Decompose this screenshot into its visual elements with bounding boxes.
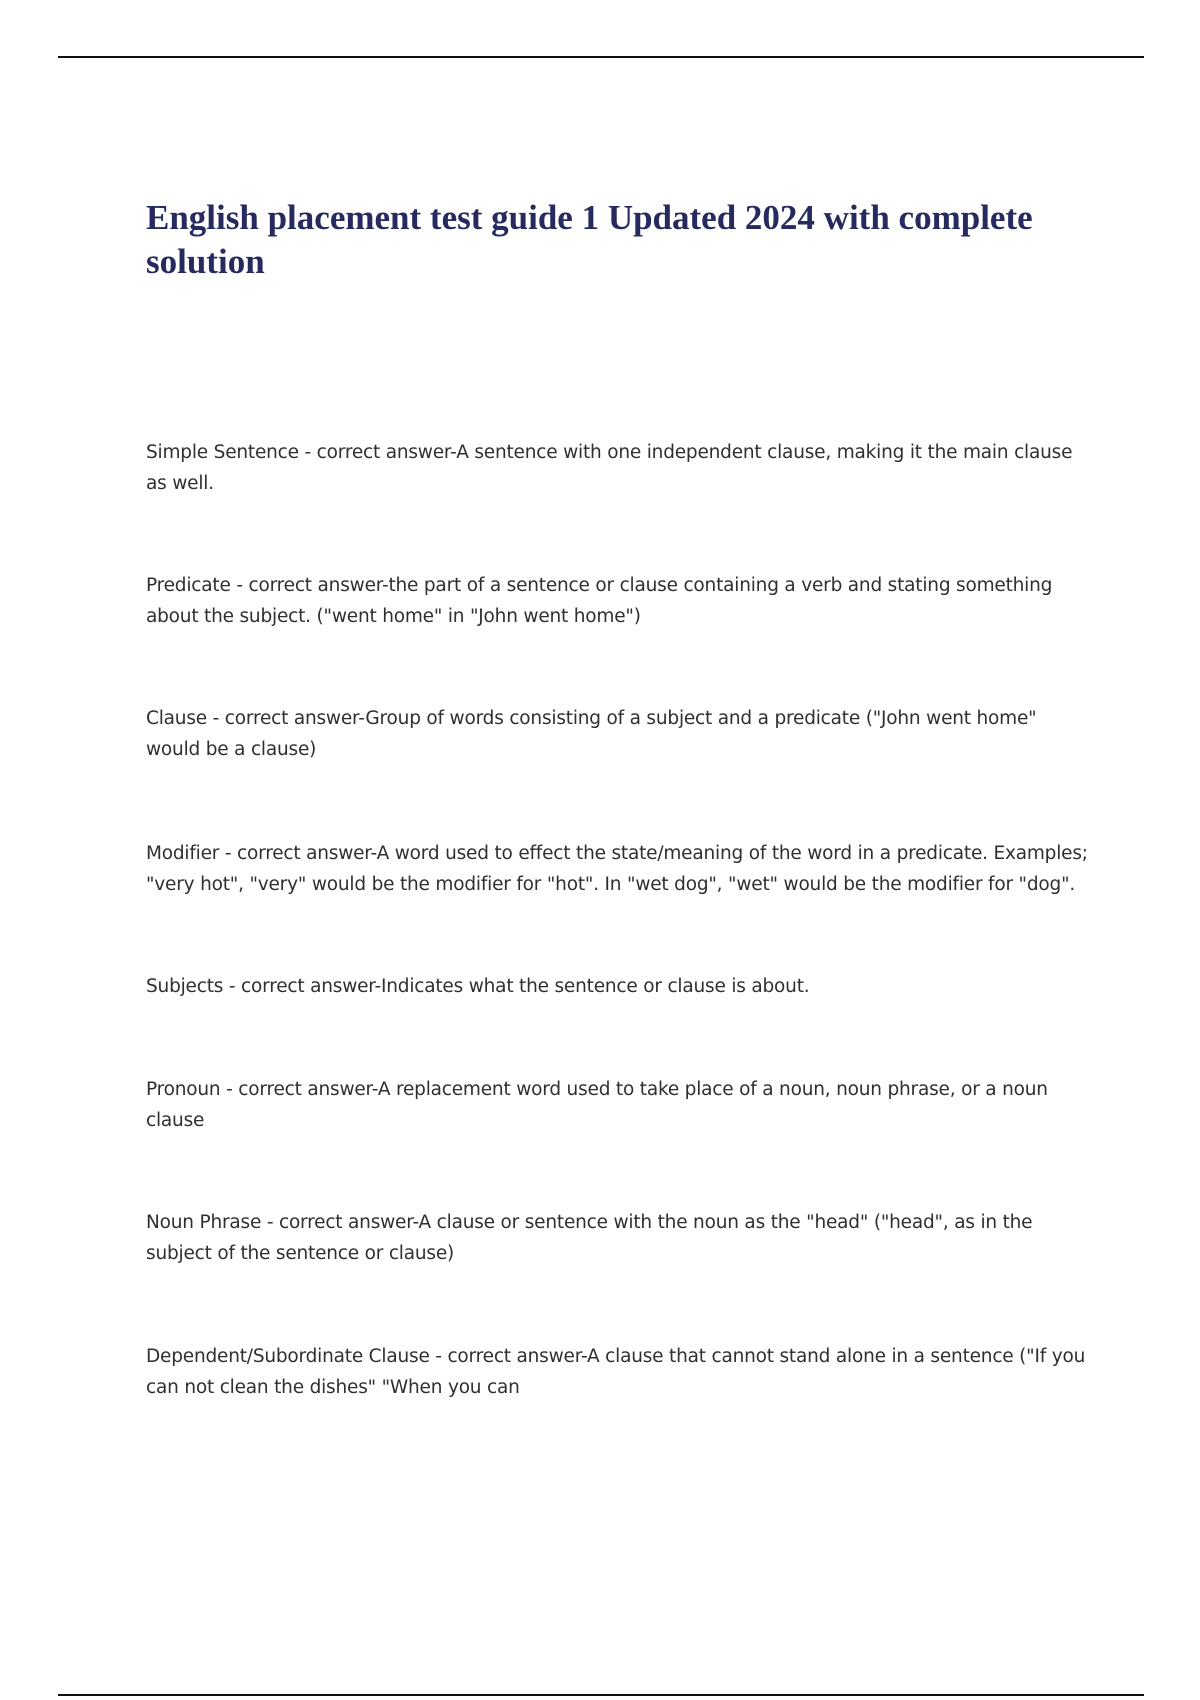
top-divider	[58, 56, 1144, 58]
entry-simple-sentence: Simple Sentence - correct answer-A sentence with one independent clause, making it the main clause as well.	[146, 442, 1073, 494]
entry-predicate: Predicate - correct answer-the part of a sentence or clause containing a verb and stating something about the subject. ("went home" in "John went home")	[146, 575, 1053, 627]
entry-modifier: Modifier - correct answer-A word used to effect the state/meaning of the word in a predicate. Examples; "very hot", "very" would be the modifier for "hot". In "wet dog", "wet" would be the modifier for "dog".	[146, 843, 1088, 895]
entry-dependent-clause: Dependent/Subordinate Clause - correct answer-A clause that cannot stand alone in a sentence ("If you can not clean the dishes" "When you can	[146, 1346, 1086, 1398]
entry-noun-phrase: Noun Phrase - correct answer-A clause or sentence with the noun as the "head" ("head", as in the subject of the sentence or clause)	[146, 1212, 1033, 1264]
entry-pronoun: Pronoun - correct answer-A replacement word used to take place of a noun, noun phrase, or a noun clause	[146, 1079, 1048, 1131]
entry-subjects: Subjects - correct answer-Indicates what the sentence or clause is about.	[146, 976, 810, 997]
bottom-divider	[58, 1694, 1144, 1696]
document-title: English placement test guide 1 Updated 2024 with complete solution	[146, 198, 1033, 281]
entry-clause: Clause - correct answer-Group of words consisting of a subject and a predicate ("John went home" would be a clause)	[146, 708, 1037, 760]
